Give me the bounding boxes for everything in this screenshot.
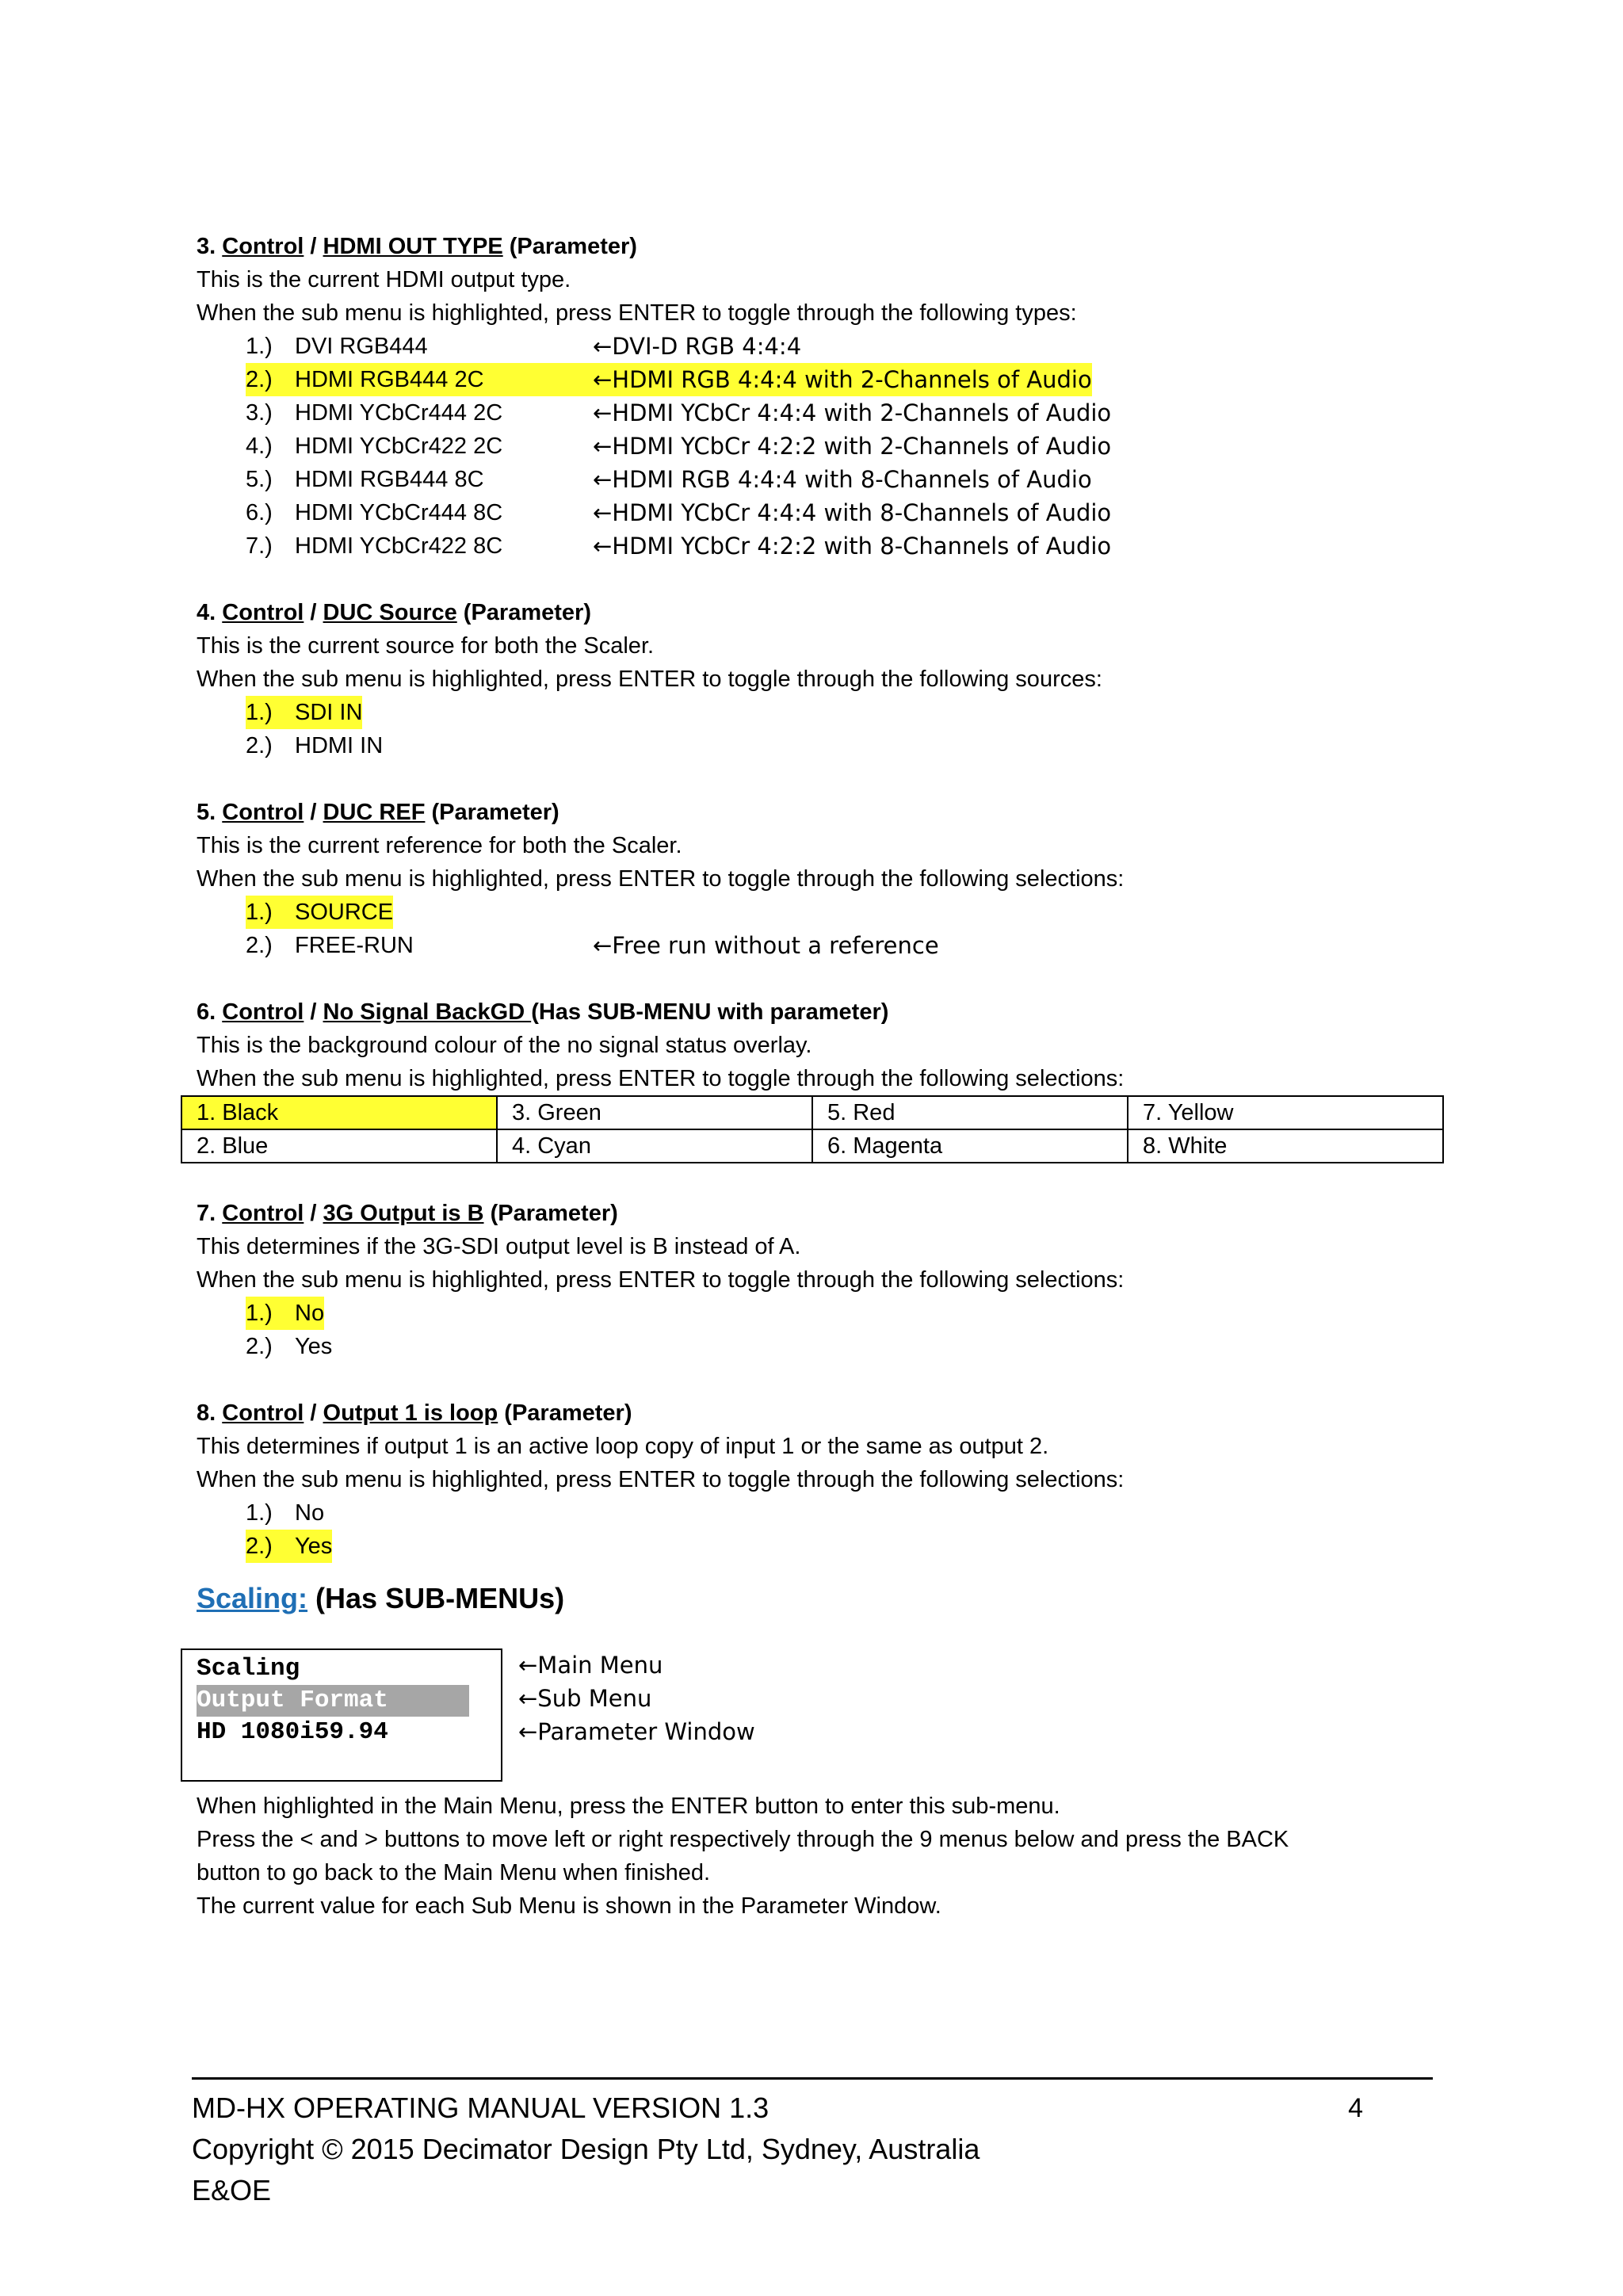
section-title: 8. Control / Output 1 is loop (Parameter) — [197, 1400, 632, 1426]
paragraph-line: The current value for each Sub Menu is shown in the Parameter Window. — [197, 1893, 941, 1919]
option-note: ←HDMI RGB 4:4:4 with 8-Channels of Audio — [593, 466, 1092, 493]
option-list — [246, 1496, 1449, 1563]
description: This is the current source for both the Scaler. — [197, 633, 655, 659]
paragraph-line: button to go back to the Main Menu when finished. — [197, 1860, 711, 1885]
footer-copyright: Copyright © 2015 Decimator Design Pty Ltd, Sydney, Australia — [192, 2133, 980, 2165]
section-title: 7. Control / 3G Output is B (Parameter) — [197, 1201, 618, 1226]
section-duc-source — [197, 596, 1449, 762]
lcd-label-parameter-window: ←Parameter Window — [518, 1718, 755, 1745]
menu-name: 3G Output is B — [323, 1201, 484, 1226]
description: This is the current HDMI output type. — [197, 267, 571, 292]
table-cell: 6. Magenta — [812, 1129, 1128, 1163]
section-duc-ref — [197, 796, 1449, 962]
list-item-selected — [246, 896, 1449, 929]
option-note: ←HDMI YCbCr 4:2:2 with 8-Channels of Audio — [593, 533, 1112, 560]
lcd-labels — [518, 1648, 755, 1782]
footer-eoe: E&OE — [192, 2174, 272, 2206]
list-item: 3.) HDMI YCbCr444 2C ←HDMI YCbCr 4:4:4 with 2-Channels of Audio — [246, 396, 1449, 430]
option-note: ←Free run without a reference — [593, 932, 939, 959]
scaling-heading — [197, 1582, 1449, 1615]
section-title: 4. Control / DUC Source (Parameter) — [197, 600, 591, 625]
page-number: 4 — [1348, 2093, 1363, 2123]
page-footer — [192, 2077, 1433, 2211]
table-cell: 4. Cyan — [497, 1129, 812, 1163]
table-cell: 5. Red — [812, 1096, 1128, 1129]
option-list — [246, 896, 1449, 962]
description: This determines if the 3G-SDI output level is B instead of A. — [197, 1234, 801, 1259]
list-item: 7.) HDMI YCbCr422 8C ←HDMI YCbCr 4:2:2 with 8-Channels of Audio — [246, 529, 1449, 563]
lcd-label-main-menu: ←Main Menu — [518, 1652, 663, 1679]
table-row — [181, 1129, 1443, 1163]
instruction: When the sub menu is highlighted, press ENTER to toggle through the following selections: — [197, 1066, 1125, 1091]
control-link: Control — [222, 999, 304, 1025]
list-item-selected — [246, 1297, 1449, 1330]
option-note: ←HDMI YCbCr 4:4:4 with 8-Channels of Audio — [593, 499, 1112, 526]
option-list — [246, 696, 1449, 762]
section-title: 5. Control / DUC REF (Parameter) — [197, 800, 559, 825]
footer-title: MD-HX OPERATING MANUAL VERSION 1.3 — [192, 2092, 769, 2124]
menu-name: No Signal BackGD — [323, 999, 532, 1025]
list-item: 2.) Yes — [246, 1334, 333, 1359]
list-item: 1.) DVI RGB444 ←DVI-D RGB 4:4:4 — [246, 330, 1449, 363]
option-note: ←HDMI RGB 4:4:4 with 2-Channels of Audio — [593, 366, 1092, 393]
section-output-1-is-loop — [197, 1396, 1449, 1563]
control-link: Control — [222, 1400, 304, 1426]
menu-name: Output 1 is loop — [323, 1400, 498, 1426]
highlight: 2.) Yes — [246, 1530, 332, 1563]
section-hdmi-out-type — [197, 230, 1449, 563]
instruction: When the sub menu is highlighted, press ENTER to toggle through the following types: — [197, 300, 1077, 326]
menu-name: DUC Source — [323, 600, 457, 625]
option-note: ←HDMI YCbCr 4:4:4 with 2-Channels of Audio — [593, 399, 1112, 426]
paragraph-line: Press the < and > buttons to move left or right respectively through the 9 menus below and press the BACK — [197, 1827, 1289, 1852]
lcd-display — [181, 1648, 502, 1782]
table-cell-selected: 1. Black — [181, 1096, 497, 1129]
table-cell: 3. Green — [497, 1096, 812, 1129]
scaling-link[interactable]: Scaling: — [197, 1582, 308, 1614]
description: This determines if output 1 is an active loop copy of input 1 or the same as output 2. — [197, 1434, 1049, 1459]
control-link: Control — [222, 800, 304, 825]
lcd-label-sub-menu: ←Sub Menu — [518, 1685, 652, 1712]
scaling-description — [197, 1790, 1449, 1923]
control-link: Control — [222, 234, 304, 259]
list-item: 5.) HDMI RGB444 8C ←HDMI RGB 4:4:4 with 8-Channels of Audio — [246, 463, 1449, 496]
lcd-main-menu: Scaling — [197, 1655, 300, 1683]
table-cell: 2. Blue — [181, 1129, 497, 1163]
option-list — [246, 330, 1449, 563]
description: This is the background colour of the no signal status overlay. — [197, 1033, 812, 1058]
colour-options-table — [181, 1095, 1444, 1163]
instruction: When the sub menu is highlighted, press ENTER to toggle through the following sources: — [197, 667, 1102, 692]
scaling-suffix: (Has SUB-MENUs) — [315, 1582, 565, 1614]
list-item: 4.) HDMI YCbCr422 2C ←HDMI YCbCr 4:2:2 with 2-Channels of Audio — [246, 430, 1449, 463]
highlight: 1.) No — [246, 1297, 324, 1330]
table-cell: 7. Yellow — [1128, 1096, 1443, 1129]
description: This is the current reference for both the Scaler. — [197, 833, 682, 858]
option-note: ←DVI-D RGB 4:4:4 — [593, 333, 802, 360]
menu-name: HDMI OUT TYPE — [323, 234, 503, 259]
list-item-selected — [246, 1530, 1449, 1563]
option-note: ←HDMI YCbCr 4:2:2 with 2-Channels of Audio — [593, 433, 1112, 460]
section-title: 6. Control / No Signal BackGD (Has SUB-MENU with parameter) — [197, 999, 889, 1025]
option-list — [246, 1297, 1449, 1363]
highlight: 2.) HDMI RGB444 2C ←HDMI RGB 4:4:4 with 2-Channels of Audio — [246, 363, 1092, 396]
instruction: When the sub menu is highlighted, press ENTER to toggle through the following selections: — [197, 1467, 1125, 1492]
list-item: 6.) HDMI YCbCr444 8C ←HDMI YCbCr 4:4:4 with 8-Channels of Audio — [246, 496, 1449, 529]
list-item: 2.) HDMI IN — [246, 733, 384, 758]
lcd-illustration — [181, 1648, 1449, 1782]
control-link: Control — [222, 600, 304, 625]
control-link: Control — [222, 1201, 304, 1226]
highlight: 1.) SOURCE — [246, 896, 393, 929]
list-item-selected — [246, 696, 1449, 729]
page-content — [197, 230, 1449, 1923]
section-no-signal-backgd — [197, 995, 1449, 1163]
highlight: 1.) SDI IN — [246, 696, 362, 729]
list-item: 1.) No — [246, 1500, 325, 1526]
lcd-sub-menu-selected: Output Format — [197, 1685, 469, 1717]
lcd-parameter-window: HD 1080i59.94 — [197, 1718, 388, 1746]
section-title: 3. Control / HDMI OUT TYPE (Parameter) — [197, 234, 637, 259]
instruction: When the sub menu is highlighted, press ENTER to toggle through the following selections: — [197, 1267, 1125, 1293]
table-cell: 8. White — [1128, 1129, 1443, 1163]
list-item: 2.) FREE-RUN ←Free run without a reference — [246, 929, 1449, 962]
menu-name: DUC REF — [323, 800, 426, 825]
paragraph-line: When highlighted in the Main Menu, press the ENTER button to enter this sub-menu. — [197, 1794, 1060, 1819]
list-item-selected — [246, 363, 1449, 396]
table-row — [181, 1096, 1443, 1129]
instruction: When the sub menu is highlighted, press ENTER to toggle through the following selections: — [197, 866, 1125, 892]
section-3g-output-is-b — [197, 1197, 1449, 1363]
